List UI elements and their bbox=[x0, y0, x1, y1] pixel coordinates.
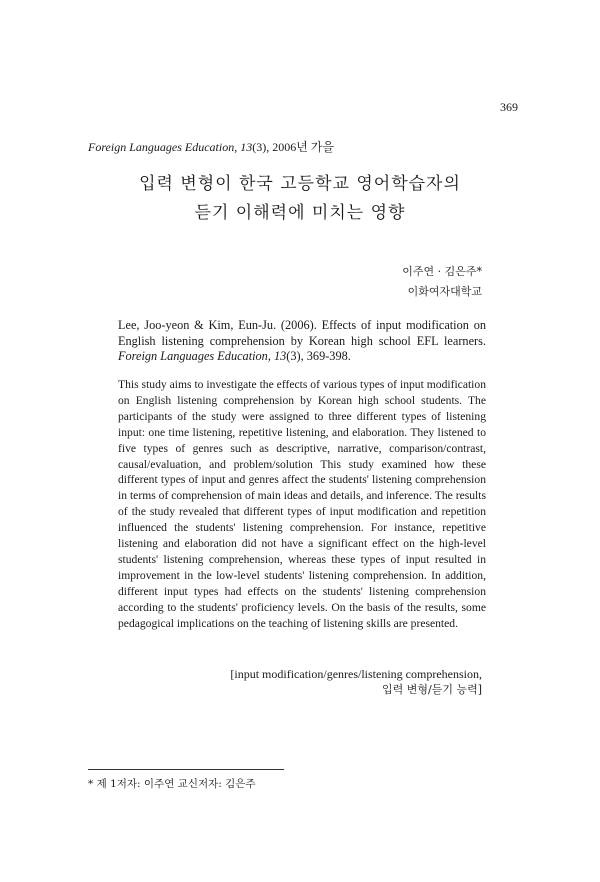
page-number: 369 bbox=[500, 100, 518, 114]
citation-pages: (3), 369-398. bbox=[286, 349, 351, 363]
footnote-divider bbox=[88, 769, 284, 770]
abstract: This study aims to investigate the effects of various types of input modification on English listening comprehension by Korean high school students. The participants of the study were assigned to three different types of listening input: one time listening, repetitive listening, and elaboration. They listened to five types of genres such as descriptive, narrative, comparison/contrast, causal/evaluation, and problem/solution This study examined how these different types of input and genres affect the students' listening comprehension in terms of comprehension of main ideas and details, and inference. The results of the study revealed that different types of input modification and repetition influenced the students' listening comprehension. For instance, repetitive listening and elaboration did not have a significant effect on the high-level students' listening comprehension, whereas these types of input resulted in improvement in the low-level students' listening comprehension. In addition, different input types had effects on the students' listening comprehension according to the students' proficiency levels. On the basis of the results, some pedagogical implications on the teaching of listening skills are presented. bbox=[118, 378, 486, 630]
title-line-1: 입력 변형이 한국 고등학교 영어학습자의 bbox=[139, 174, 461, 194]
keywords-english: [input modification/genres/listening comprehension, bbox=[230, 667, 482, 681]
author-names: 이주연 · 김은주* bbox=[402, 265, 482, 278]
title-line-2: 듣기 이해력에 미치는 영향 bbox=[194, 203, 406, 223]
journal-line bbox=[88, 138, 334, 155]
author-affiliation: 이화여자대학교 bbox=[407, 285, 482, 298]
keywords-korean: 입력 변형/듣기 능력] bbox=[382, 683, 482, 696]
paper-title bbox=[0, 170, 600, 228]
journal-name: Foreign Languages Education, bbox=[88, 140, 238, 154]
keywords bbox=[230, 666, 482, 698]
journal-volume: 13 bbox=[240, 140, 253, 154]
author-block bbox=[402, 262, 482, 302]
footnote: * 제 1저자: 이주연 교신저자: 김은주 bbox=[88, 778, 256, 790]
citation-journal: Foreign Languages Education, 13 bbox=[118, 349, 287, 363]
journal-issue-year: (3), 2006년 가을 bbox=[252, 140, 334, 154]
citation bbox=[118, 318, 486, 365]
citation-text: Lee, Joo-yeon & Kim, Eun-Ju. (2006). Effects of input modification on English listening comprehension by Korean high school EFL learners. bbox=[118, 318, 486, 348]
